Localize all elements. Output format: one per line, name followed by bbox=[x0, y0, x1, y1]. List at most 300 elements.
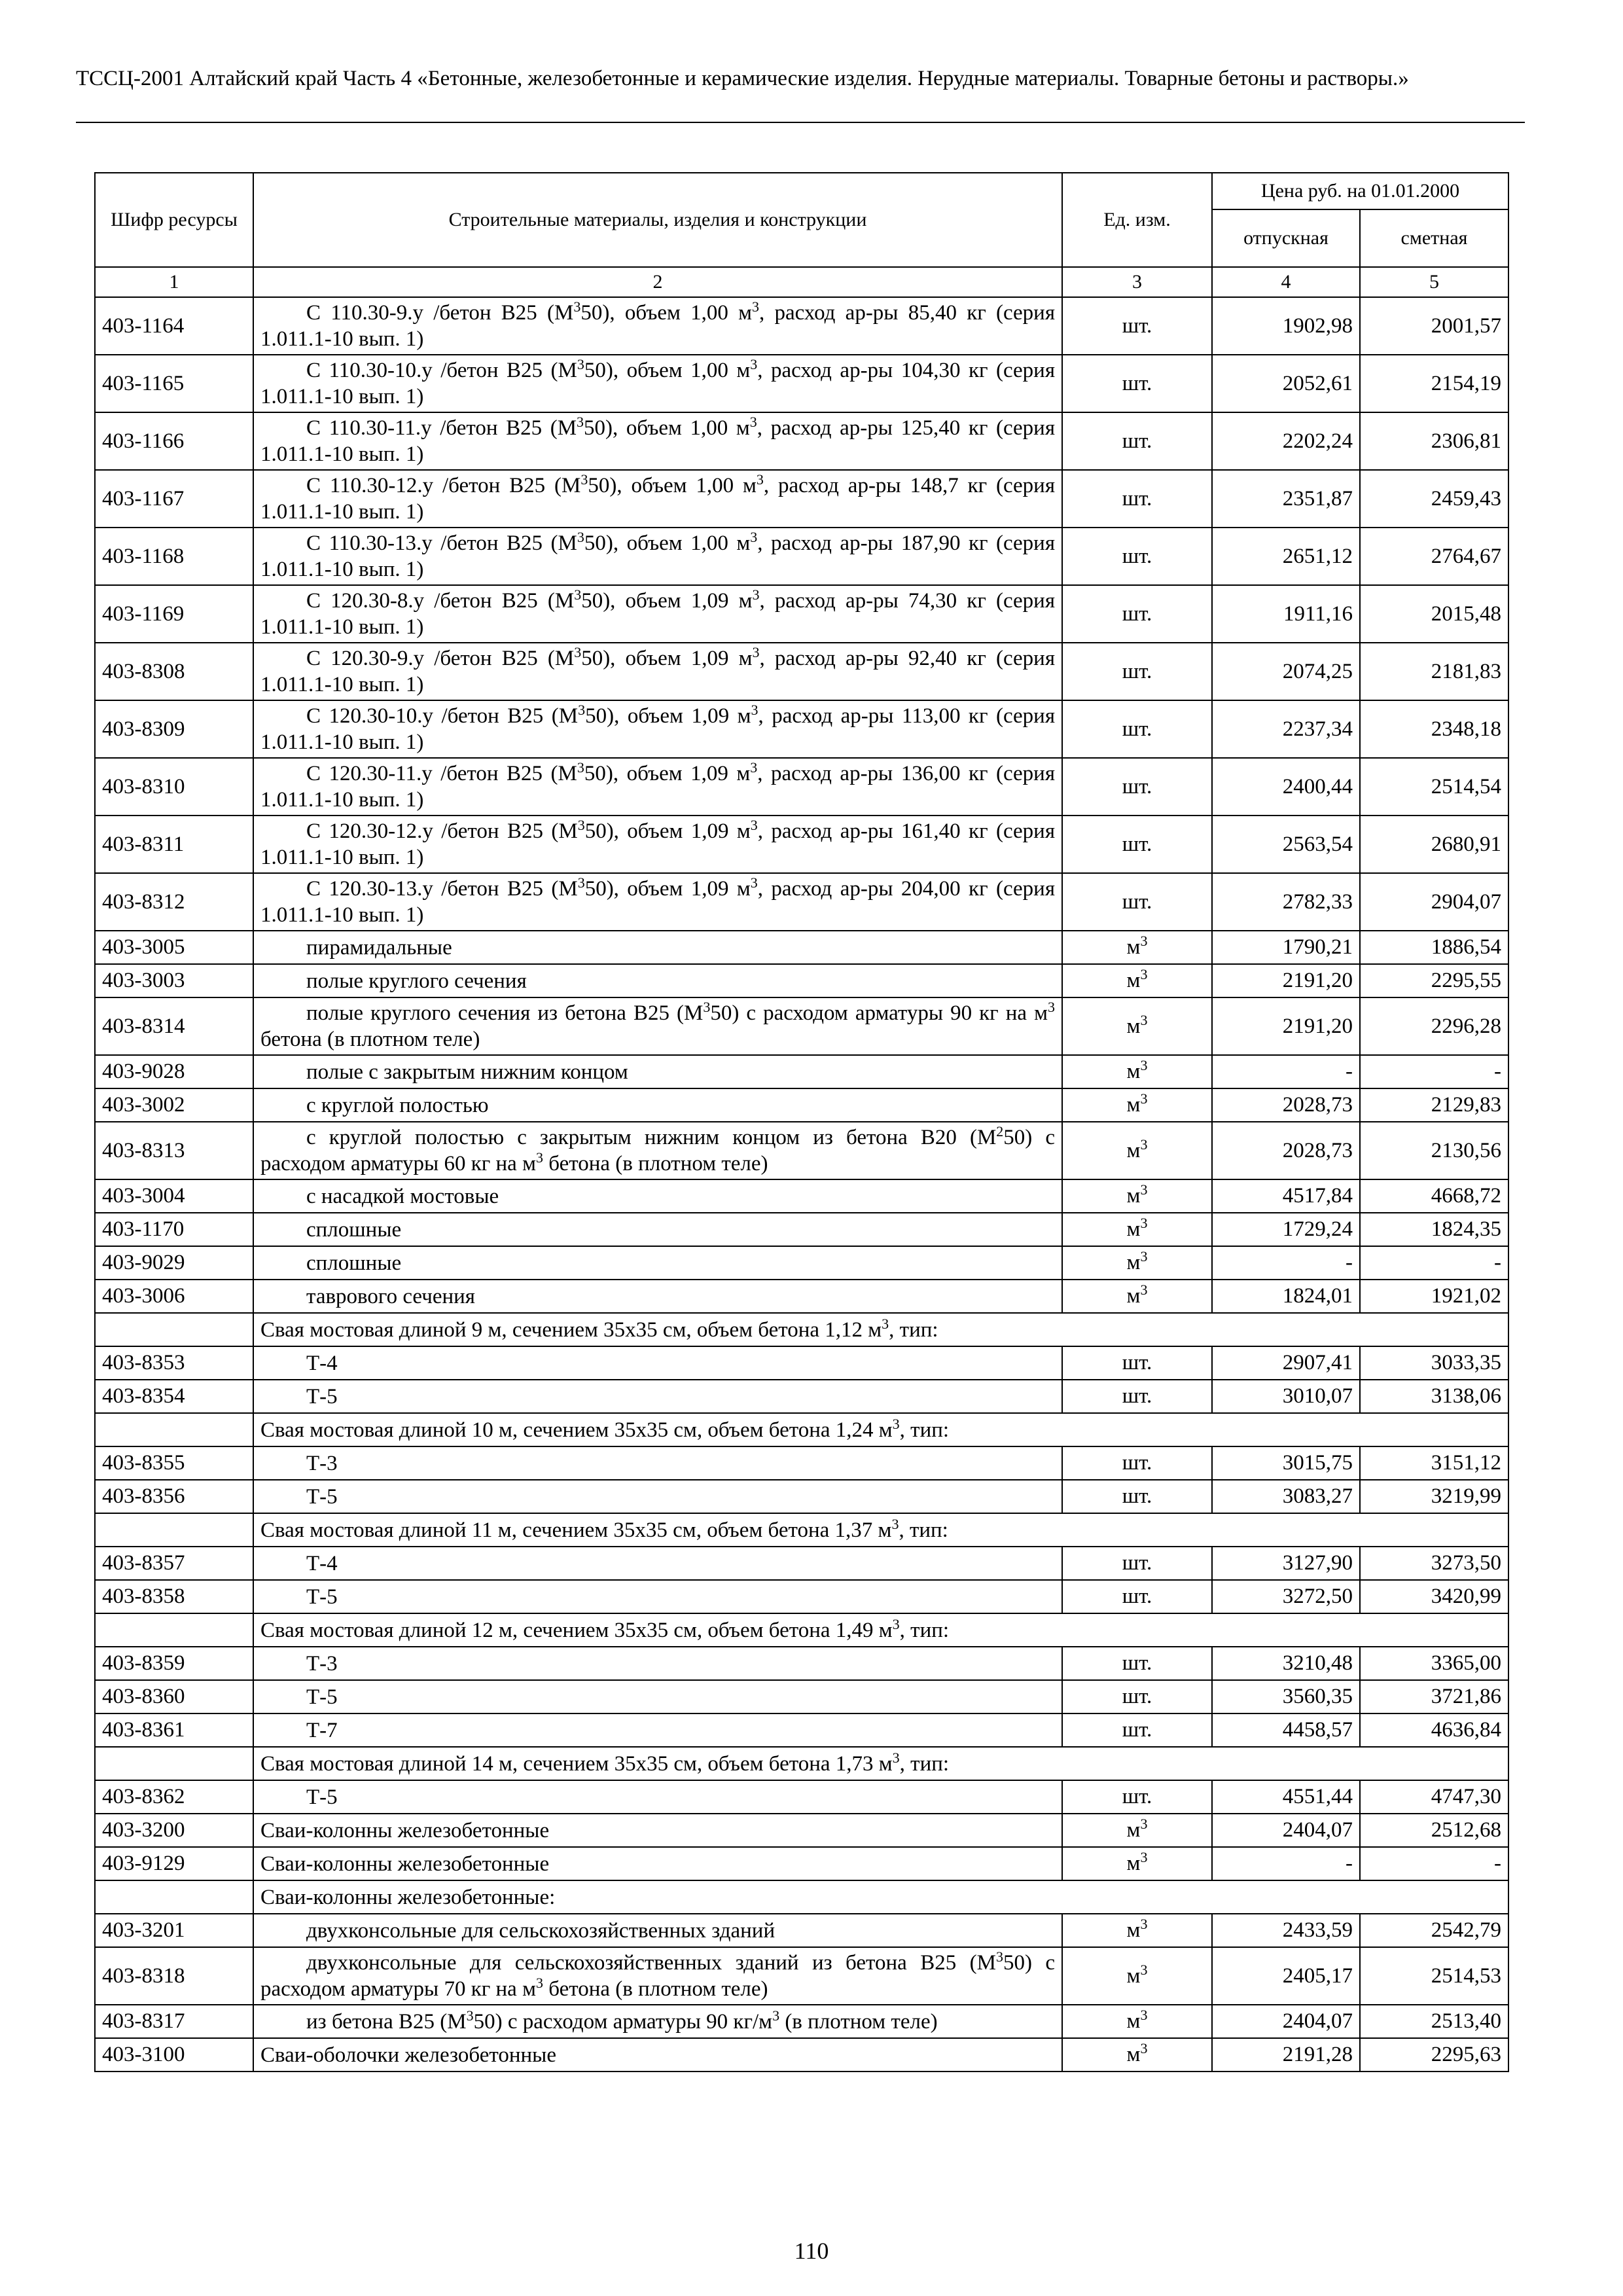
code-cell-empty bbox=[95, 1613, 253, 1647]
estimate-price-cell: 3273,50 bbox=[1360, 1547, 1508, 1580]
unit-text: м bbox=[1126, 1217, 1141, 1241]
text: 50), объем 1,09 м bbox=[581, 647, 753, 670]
release-price-cell: 2404,07 bbox=[1212, 2005, 1360, 2038]
unit-cell bbox=[1062, 1814, 1212, 1847]
release-price-cell: 2400,44 bbox=[1212, 758, 1360, 816]
text: Свая мостовая длиной 11 м, сечением 35х35 см, объем бетона 1,37 м bbox=[260, 1518, 892, 1542]
release-price-cell: - bbox=[1212, 1246, 1360, 1280]
text: Свая мостовая длиной 9 м, сечением 35х35 см, объем бетона 1,12 м bbox=[260, 1318, 882, 1342]
table-row bbox=[95, 1055, 1508, 1088]
table-row bbox=[95, 758, 1508, 816]
text: из бетона В25 (М bbox=[306, 2009, 467, 2034]
text: С 110.30-10.у /бетон В25 (М bbox=[306, 359, 577, 382]
text: Свая мостовая длиной 14 м, сечением 35х35 см, объем бетона 1,73 м bbox=[260, 1751, 893, 1776]
estimate-price-cell: 4747,30 bbox=[1360, 1780, 1508, 1814]
description-cell bbox=[253, 585, 1062, 643]
unit-text: шт. bbox=[1122, 774, 1152, 798]
group-row bbox=[95, 1513, 1508, 1547]
estimate-price-cell: 3420,99 bbox=[1360, 1580, 1508, 1613]
text: , тип: bbox=[899, 1418, 950, 1442]
table-row bbox=[95, 816, 1508, 873]
release-price-cell: 3210,48 bbox=[1212, 1647, 1360, 1680]
text: 50), объем 1,00 м bbox=[588, 474, 757, 497]
unit-cell bbox=[1062, 1055, 1212, 1088]
unit-text: м bbox=[1126, 1852, 1141, 1875]
release-price-cell: 2351,87 bbox=[1212, 470, 1360, 528]
code-cell: 403-8360 bbox=[95, 1680, 253, 1713]
table-row bbox=[95, 1480, 1508, 1513]
release-price-cell: 2907,41 bbox=[1212, 1346, 1360, 1380]
description-text bbox=[260, 759, 1056, 812]
table-row bbox=[95, 1680, 1508, 1713]
unit-cell bbox=[1062, 528, 1212, 585]
header-code: Шифр ресурсы bbox=[95, 173, 253, 267]
code-cell: 403-8309 bbox=[95, 700, 253, 758]
superscript: 3 bbox=[1140, 1248, 1148, 1265]
unit-text: м bbox=[1126, 1184, 1141, 1208]
text: (в плотном теле) bbox=[779, 2009, 938, 2034]
unit-cell bbox=[1062, 1179, 1212, 1213]
superscript: 3 bbox=[995, 1948, 1003, 1965]
superscript: 3 bbox=[1140, 1961, 1148, 1978]
release-price-cell: 2237,34 bbox=[1212, 700, 1360, 758]
superscript: 3 bbox=[1140, 2040, 1148, 2056]
code-cell: 403-8310 bbox=[95, 758, 253, 816]
description-text bbox=[260, 1123, 1055, 1175]
unit-cell bbox=[1062, 873, 1212, 931]
unit-text: шт. bbox=[1122, 1718, 1152, 1742]
description-cell: с круглой полостью bbox=[253, 1088, 1062, 1122]
superscript: 3 bbox=[1140, 2007, 1148, 2023]
code-cell: 403-3006 bbox=[95, 1280, 253, 1313]
estimate-price-cell: 2130,56 bbox=[1360, 1122, 1508, 1179]
estimate-price-cell: 2001,57 bbox=[1360, 297, 1508, 355]
estimate-price-cell: 2764,67 bbox=[1360, 528, 1508, 585]
unit-cell bbox=[1062, 2005, 1212, 2038]
unit-text: шт. bbox=[1122, 659, 1152, 683]
unit-text: м bbox=[1126, 969, 1141, 992]
code-cell: 403-8308 bbox=[95, 643, 253, 700]
table-row bbox=[95, 412, 1508, 470]
unit-cell bbox=[1062, 1580, 1212, 1613]
table-row bbox=[95, 1947, 1508, 2005]
description-cell: Т-5 bbox=[253, 1480, 1062, 1513]
text: бетона (в плотном теле) bbox=[543, 1977, 768, 2001]
release-price-cell: 3272,50 bbox=[1212, 1580, 1360, 1613]
description-cell: Т-3 bbox=[253, 1446, 1062, 1480]
superscript: 3 bbox=[1140, 1057, 1148, 1073]
unit-text: шт. bbox=[1122, 1785, 1152, 1808]
column-number: 5 bbox=[1360, 267, 1508, 297]
superscript: 3 bbox=[577, 874, 585, 891]
description-text bbox=[260, 704, 1055, 754]
column-number: 3 bbox=[1062, 267, 1212, 297]
unit-cell bbox=[1062, 758, 1212, 816]
release-price-cell: 2404,07 bbox=[1212, 1814, 1360, 1847]
estimate-price-cell: 2306,81 bbox=[1360, 412, 1508, 470]
superscript: 3 bbox=[752, 644, 760, 660]
code-cell: 403-9129 bbox=[95, 1847, 253, 1880]
column-number: 2 bbox=[253, 267, 1062, 297]
unit-cell bbox=[1062, 643, 1212, 700]
superscript: 3 bbox=[1140, 1090, 1148, 1107]
unit-text: м bbox=[1126, 1138, 1141, 1162]
release-price-cell: 2405,17 bbox=[1212, 1947, 1360, 2005]
code-cell: 403-3005 bbox=[95, 931, 253, 964]
table-row bbox=[95, 997, 1508, 1055]
code-cell: 403-1170 bbox=[95, 1213, 253, 1246]
unit-text: шт. bbox=[1122, 1451, 1152, 1475]
description-text bbox=[260, 416, 1055, 466]
unit-text: шт. bbox=[1122, 601, 1152, 626]
table-row bbox=[95, 1847, 1508, 1880]
table-row bbox=[95, 355, 1508, 412]
unit-text: шт. bbox=[1122, 371, 1152, 395]
text: 50) с расходом арматуры 70 кг на м bbox=[260, 1951, 1055, 2001]
code-cell: 403-1168 bbox=[95, 528, 253, 585]
code-cell: 403-3200 bbox=[95, 1814, 253, 1847]
estimate-price-cell: 2296,28 bbox=[1360, 997, 1508, 1055]
text: С 110.30-11.у /бетон В25 (М bbox=[306, 416, 577, 440]
superscript: 3 bbox=[573, 298, 581, 315]
description-text bbox=[260, 874, 1056, 927]
release-price-cell: 2191,28 bbox=[1212, 2038, 1360, 2072]
text: С 110.30-13.у /бетон В25 (М bbox=[306, 531, 577, 555]
unit-cell bbox=[1062, 1380, 1212, 1413]
release-price-cell: 3127,90 bbox=[1212, 1547, 1360, 1580]
release-price-cell: 2651,12 bbox=[1212, 528, 1360, 585]
table-row bbox=[95, 643, 1508, 700]
superscript: 3 bbox=[750, 817, 758, 833]
release-price-cell: - bbox=[1212, 1055, 1360, 1088]
unit-text: шт. bbox=[1122, 1651, 1152, 1675]
text: 50), объем 1,00 м bbox=[584, 359, 751, 382]
code-cell: 403-8318 bbox=[95, 1947, 253, 2005]
code-cell: 403-3100 bbox=[95, 2038, 253, 2072]
text: , расход ар-ры 92,40 кг (серия 1.011.1-10 вып. 1) bbox=[260, 647, 1056, 696]
description-cell bbox=[253, 997, 1062, 1055]
release-price-cell: 2028,73 bbox=[1212, 1122, 1360, 1179]
code-cell: 403-1169 bbox=[95, 585, 253, 643]
description-cell bbox=[253, 816, 1062, 873]
superscript: 3 bbox=[892, 1749, 900, 1766]
estimate-price-cell: - bbox=[1360, 1055, 1508, 1088]
text: бетона (в плотном теле) bbox=[260, 1028, 480, 1051]
description-cell bbox=[253, 873, 1062, 931]
unit-cell bbox=[1062, 964, 1212, 997]
description-cell: сплошные bbox=[253, 1213, 1062, 1246]
code-cell: 403-8356 bbox=[95, 1480, 253, 1513]
table-row bbox=[95, 528, 1508, 585]
header-rule bbox=[76, 122, 1525, 123]
header-unit: Ед. изм. bbox=[1062, 173, 1212, 267]
superscript: 3 bbox=[1140, 966, 1148, 982]
description-cell: Сваи-оболочки железобетонные bbox=[253, 2038, 1062, 2072]
text: С 120.30-8.у /бетон В25 (М bbox=[306, 589, 575, 613]
description-text bbox=[260, 1001, 1055, 1051]
unit-text: м bbox=[1126, 2009, 1141, 2033]
description-text bbox=[260, 586, 1056, 639]
description-text bbox=[260, 819, 1055, 869]
description-cell: Т-5 bbox=[253, 1580, 1062, 1613]
description-cell: пирамидальные bbox=[253, 931, 1062, 964]
code-cell: 403-3004 bbox=[95, 1179, 253, 1213]
text: , тип: bbox=[899, 1518, 948, 1542]
table-row bbox=[95, 1380, 1508, 1413]
description-cell bbox=[253, 1947, 1062, 2005]
text: , тип: bbox=[899, 1618, 950, 1642]
code-cell: 403-3002 bbox=[95, 1088, 253, 1122]
estimate-price-cell: 1824,35 bbox=[1360, 1213, 1508, 1246]
description-cell: с насадкой мостовые bbox=[253, 1179, 1062, 1213]
price-table bbox=[94, 172, 1509, 2072]
unit-cell bbox=[1062, 1780, 1212, 1814]
table-row bbox=[95, 1914, 1508, 1947]
unit-text: шт. bbox=[1122, 486, 1152, 511]
table-row bbox=[95, 585, 1508, 643]
superscript: 3 bbox=[578, 702, 586, 718]
estimate-price-cell: 2154,19 bbox=[1360, 355, 1508, 412]
superscript: 3 bbox=[535, 1975, 543, 1991]
estimate-price-cell: 2129,83 bbox=[1360, 1088, 1508, 1122]
text: , расход ар-ры 148,7 кг (серия 1.011.1-10 вып. 1) bbox=[260, 474, 1056, 524]
unit-text: шт. bbox=[1122, 1384, 1152, 1408]
description-cell: полые круглого сечения bbox=[253, 964, 1062, 997]
unit-text: шт. bbox=[1122, 1351, 1152, 1374]
superscript: 3 bbox=[1140, 1215, 1148, 1231]
unit-cell bbox=[1062, 1122, 1212, 1179]
unit-cell bbox=[1062, 1713, 1212, 1747]
superscript: 3 bbox=[577, 529, 584, 545]
code-cell: 403-8314 bbox=[95, 997, 253, 1055]
text: , тип: bbox=[899, 1751, 950, 1776]
description-text bbox=[260, 1948, 1055, 2001]
superscript: 3 bbox=[577, 356, 584, 372]
code-cell: 403-8362 bbox=[95, 1780, 253, 1814]
release-price-cell: 2191,20 bbox=[1212, 997, 1360, 1055]
description-text bbox=[260, 298, 1056, 351]
table-row bbox=[95, 1814, 1508, 1847]
text: 50), объем 1,09 м bbox=[584, 762, 751, 785]
description-cell: Сваи-колонны железобетонные bbox=[253, 1814, 1062, 1847]
superscript: 3 bbox=[756, 471, 764, 488]
code-cell: 403-8357 bbox=[95, 1547, 253, 1580]
text: , расход ар-ры 74,30 кг (серия 1.011.1-10 вып. 1) bbox=[260, 589, 1056, 639]
text: 50), объем 1,09 м bbox=[581, 589, 753, 613]
unit-text: шт. bbox=[1122, 832, 1152, 856]
unit-text: шт. bbox=[1122, 544, 1152, 568]
description-cell: Сваи-колонны железобетонные bbox=[253, 1847, 1062, 1880]
unit-cell bbox=[1062, 470, 1212, 528]
text: С 120.30-10.у /бетон В25 (М bbox=[306, 704, 579, 728]
description-cell bbox=[253, 528, 1062, 585]
estimate-price-cell: 3033,35 bbox=[1360, 1346, 1508, 1380]
table-body bbox=[95, 297, 1508, 2072]
description-text bbox=[260, 644, 1056, 696]
text: 50), объем 1,09 м bbox=[584, 819, 751, 843]
description-cell: Т-7 bbox=[253, 1713, 1062, 1747]
group-row bbox=[95, 1613, 1508, 1647]
table-row bbox=[95, 1547, 1508, 1580]
code-cell-empty bbox=[95, 1513, 253, 1547]
table-row bbox=[95, 1280, 1508, 1313]
text: с круглой полостью с закрытым нижним концом из бетона В20 (М bbox=[306, 1126, 997, 1149]
estimate-price-cell: 2459,43 bbox=[1360, 470, 1508, 528]
unit-text: м bbox=[1126, 935, 1141, 959]
superscript: 3 bbox=[1140, 1282, 1148, 1298]
unit-cell bbox=[1062, 297, 1212, 355]
release-price-cell: 2074,25 bbox=[1212, 643, 1360, 700]
text: 50), объем 1,00 м bbox=[584, 531, 751, 555]
code-cell: 403-9028 bbox=[95, 1055, 253, 1088]
table-row bbox=[95, 470, 1508, 528]
text: 50), объем 1,09 м bbox=[585, 704, 751, 728]
table-row bbox=[95, 1246, 1508, 1280]
code-cell: 403-8313 bbox=[95, 1122, 253, 1179]
unit-text: шт. bbox=[1122, 889, 1152, 914]
superscript: 3 bbox=[574, 586, 582, 603]
code-cell: 403-8355 bbox=[95, 1446, 253, 1480]
superscript: 3 bbox=[1140, 1816, 1148, 1832]
group-row bbox=[95, 1313, 1508, 1346]
code-cell: 403-8361 bbox=[95, 1713, 253, 1747]
column-number-row bbox=[95, 267, 1508, 297]
release-price-cell: 1824,01 bbox=[1212, 1280, 1360, 1313]
code-cell: 403-1164 bbox=[95, 297, 253, 355]
unit-text: м bbox=[1126, 1918, 1141, 1942]
superscript: 3 bbox=[750, 529, 758, 545]
superscript: 3 bbox=[535, 1149, 543, 1166]
text: , расход ар-ры 85,40 кг (серия 1.011.1-10 вып. 1) bbox=[260, 301, 1056, 351]
description-cell: Т-5 bbox=[253, 1780, 1062, 1814]
text: 50), объем 1,00 м bbox=[584, 416, 750, 440]
table-row bbox=[95, 1346, 1508, 1380]
unit-text: м bbox=[1126, 1251, 1141, 1274]
unit-text: шт. bbox=[1122, 1551, 1152, 1575]
superscript: 3 bbox=[1140, 933, 1148, 949]
superscript: 3 bbox=[577, 817, 585, 833]
unit-cell bbox=[1062, 1914, 1212, 1947]
table-row bbox=[95, 2005, 1508, 2038]
group-row bbox=[95, 1413, 1508, 1446]
group-row bbox=[95, 1880, 1508, 1914]
superscript: 3 bbox=[750, 874, 758, 891]
code-cell-empty bbox=[95, 1880, 253, 1914]
estimate-price-cell: 2348,18 bbox=[1360, 700, 1508, 758]
text: Свая мостовая длиной 12 м, сечением 35х35 см, объем бетона 1,49 м bbox=[260, 1618, 893, 1642]
text: С 120.30-13.у /бетон В25 (М bbox=[306, 877, 578, 901]
unit-text: м bbox=[1126, 2043, 1141, 2066]
group-title-cell bbox=[253, 1613, 1508, 1647]
estimate-price-cell: 3138,06 bbox=[1360, 1380, 1508, 1413]
description-cell: полые с закрытым нижним концом bbox=[253, 1055, 1062, 1088]
superscript: 3 bbox=[1140, 1011, 1148, 1028]
text: 50), объем 1,00 м bbox=[580, 301, 753, 325]
description-cell: Т-3 bbox=[253, 1647, 1062, 1680]
superscript: 3 bbox=[577, 759, 584, 776]
estimate-price-cell: - bbox=[1360, 1246, 1508, 1280]
page-number: 110 bbox=[794, 2238, 829, 2264]
superscript: 3 bbox=[466, 2007, 474, 2024]
release-price-cell: 1911,16 bbox=[1212, 585, 1360, 643]
text: 50) с расходом арматуры 90 кг/м bbox=[473, 2009, 773, 2034]
code-cell: 403-8359 bbox=[95, 1647, 253, 1680]
estimate-price-cell: 2514,54 bbox=[1360, 758, 1508, 816]
release-price-cell: 1729,24 bbox=[1212, 1213, 1360, 1246]
text: 50) с расходом арматуры 60 кг на м bbox=[260, 1126, 1055, 1175]
unit-cell bbox=[1062, 816, 1212, 873]
code-cell: 403-9029 bbox=[95, 1246, 253, 1280]
release-price-cell: 3560,35 bbox=[1212, 1680, 1360, 1713]
column-number: 1 bbox=[95, 267, 253, 297]
estimate-price-cell: 2512,68 bbox=[1360, 1814, 1508, 1847]
text: С 120.30-12.у /бетон В25 (М bbox=[306, 819, 578, 843]
text: , расход ар-ры 204,00 кг (серия 1.011.1-10 вып. 1) bbox=[260, 877, 1056, 927]
code-cell: 403-8353 bbox=[95, 1346, 253, 1380]
description-cell: таврового сечения bbox=[253, 1280, 1062, 1313]
estimate-price-cell: 1921,02 bbox=[1360, 1280, 1508, 1313]
superscript: 3 bbox=[1048, 999, 1055, 1015]
unit-cell bbox=[1062, 1847, 1212, 1880]
release-price-cell: 4551,44 bbox=[1212, 1780, 1360, 1814]
description-cell bbox=[253, 412, 1062, 470]
table-row bbox=[95, 1713, 1508, 1747]
description-cell bbox=[253, 1122, 1062, 1179]
superscript: 3 bbox=[1140, 1916, 1148, 1932]
unit-text: м bbox=[1126, 1284, 1141, 1308]
table-row bbox=[95, 1446, 1508, 1480]
superscript: 3 bbox=[750, 356, 758, 372]
estimate-price-cell: 2295,63 bbox=[1360, 2038, 1508, 2072]
description-cell bbox=[253, 758, 1062, 816]
header-price: Цена руб. на 01.01.2000 bbox=[1212, 173, 1508, 209]
unit-cell bbox=[1062, 997, 1212, 1055]
text: С 120.30-11.у /бетон В25 (М bbox=[306, 762, 577, 785]
superscript: 3 bbox=[1140, 1181, 1148, 1198]
release-price-cell: 2433,59 bbox=[1212, 1914, 1360, 1947]
description-cell bbox=[253, 643, 1062, 700]
description-cell bbox=[253, 470, 1062, 528]
text: бетона (в плотном теле) bbox=[543, 1152, 768, 1175]
group-row bbox=[95, 1747, 1508, 1780]
text: С 110.30-12.у /бетон В25 (М bbox=[306, 474, 581, 497]
estimate-price-cell: 2680,91 bbox=[1360, 816, 1508, 873]
table-row bbox=[95, 931, 1508, 964]
superscript: 3 bbox=[891, 1515, 899, 1532]
release-price-cell: 2563,54 bbox=[1212, 816, 1360, 873]
table-row bbox=[95, 1088, 1508, 1122]
estimate-price-cell: 3219,99 bbox=[1360, 1480, 1508, 1513]
unit-text: шт. bbox=[1122, 1685, 1152, 1708]
text: , расход ар-ры 136,00 кг (серия 1.011.1-10 вып. 1) bbox=[260, 762, 1056, 812]
superscript: 3 bbox=[750, 759, 758, 776]
estimate-price-cell: 4636,84 bbox=[1360, 1713, 1508, 1747]
unit-cell bbox=[1062, 1947, 1212, 2005]
estimate-price-cell: 2514,53 bbox=[1360, 1947, 1508, 2005]
superscript: 3 bbox=[882, 1315, 889, 1332]
group-title-cell bbox=[253, 1513, 1508, 1547]
release-price-cell: 3010,07 bbox=[1212, 1380, 1360, 1413]
release-price-cell: 1790,21 bbox=[1212, 931, 1360, 964]
table-row bbox=[95, 1213, 1508, 1246]
unit-text: м bbox=[1126, 1818, 1141, 1842]
superscript: 3 bbox=[892, 1615, 900, 1632]
superscript: 3 bbox=[749, 414, 757, 430]
estimate-price-cell: 2513,40 bbox=[1360, 2005, 1508, 2038]
release-price-cell: - bbox=[1212, 1847, 1360, 1880]
table-row bbox=[95, 964, 1508, 997]
unit-text: м bbox=[1126, 1964, 1141, 1988]
